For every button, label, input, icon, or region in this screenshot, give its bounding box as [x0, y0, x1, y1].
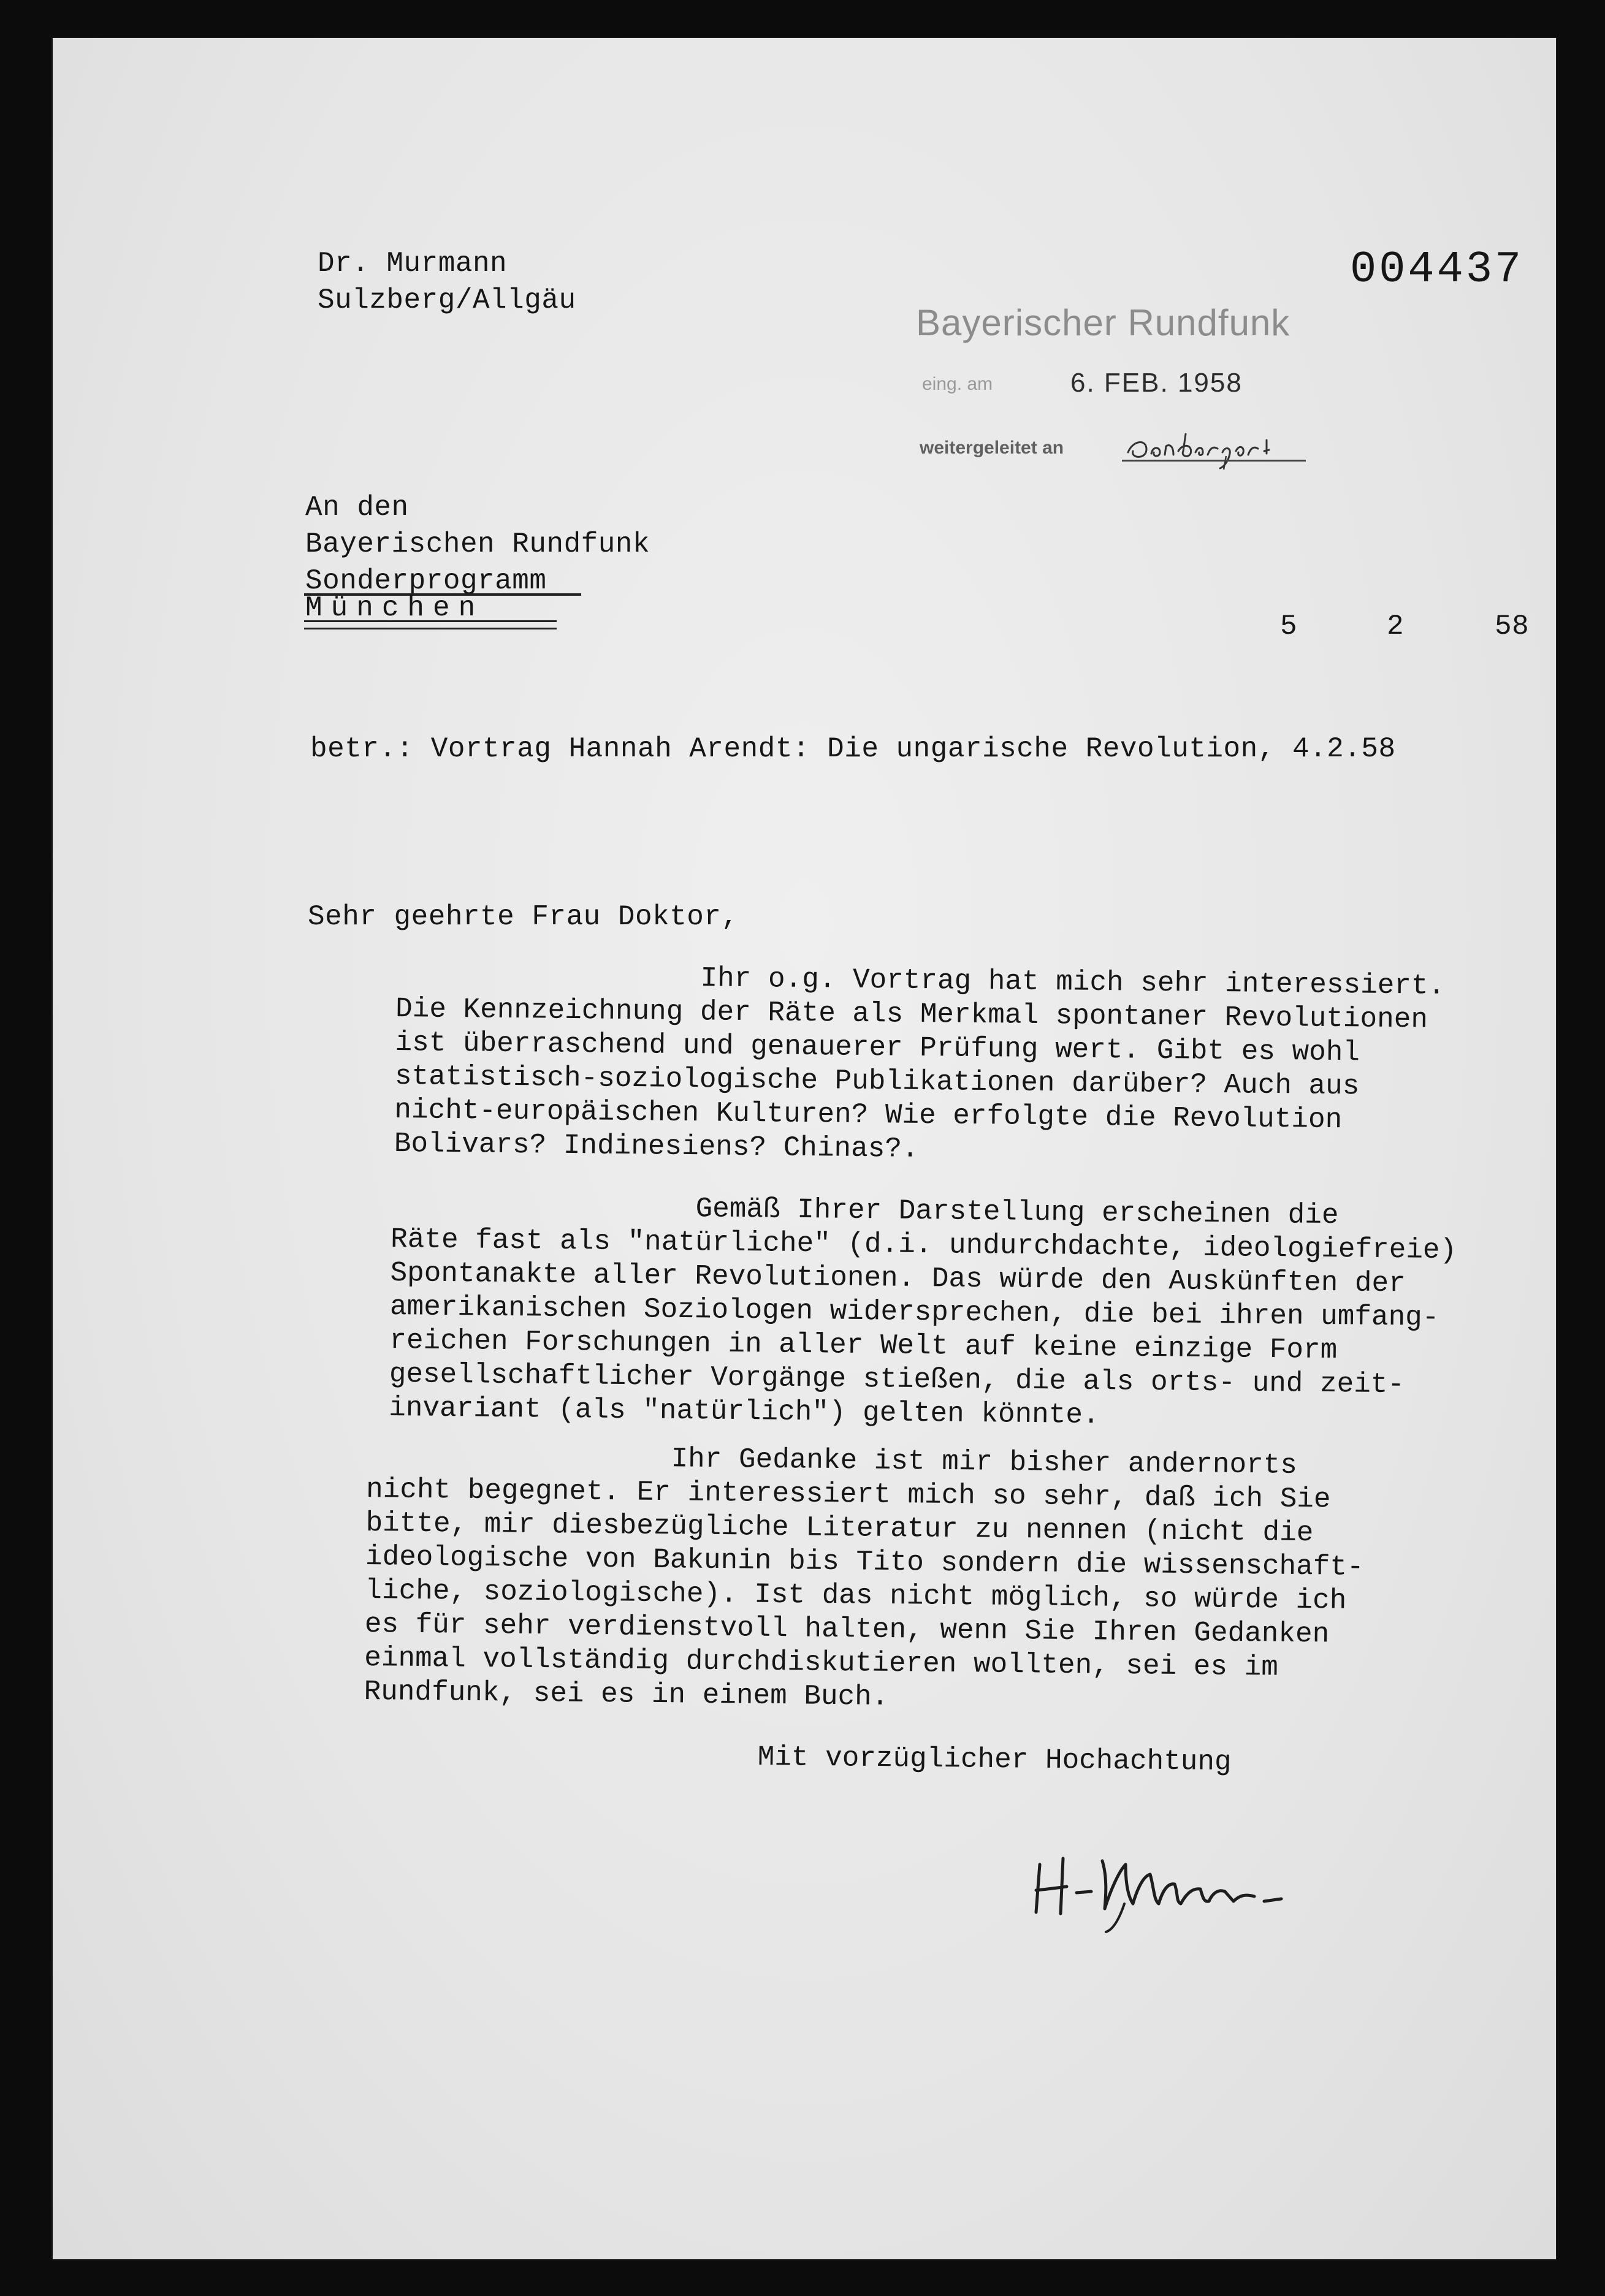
stamp-forwarded-label: weitergeleitet an: [920, 438, 1064, 458]
stamp-received-label: eing. am: [922, 374, 993, 394]
signature: [1027, 1840, 1297, 1938]
recipient-line-1: An den: [305, 492, 409, 523]
recipient-underline: [304, 620, 557, 622]
stamp-title: Bayerischer Rundfunk: [916, 302, 1290, 343]
salutation: Sehr geehrte Frau Doktor,: [308, 901, 739, 933]
document-number: 004437: [1350, 245, 1524, 295]
recipient-underline: [304, 628, 557, 629]
letter-page: [53, 38, 1556, 2259]
subject-line: betr.: Vortrag Hannah Arendt: Die ungarische Revolution, 4.2.58: [310, 733, 1396, 765]
received-stamp: [904, 302, 1345, 467]
recipient-line-4: München: [305, 592, 484, 624]
letter-date-day: 5: [1280, 610, 1298, 642]
stamp-forwarded-handwriting: [1122, 416, 1306, 471]
body-paragraph-3: Ihr Gedanke ist mir bisher andernorts nicht begegnet. Er interessiert mich so sehr, daß ich Sie bitte, mir diesbezügliche Literatur zu nennen (nicht die ideologische von Bakunin bis Tito sondern die wissenschaft- liche, soziologische). Ist das nicht möglich, so würde ich es für sehr verdienstvoll halten, wenn Sie Ihren Gedanken einmal vollständig durchdiskutieren wollten, sei es im Rundfunk, sei es in einem Buch.: [364, 1440, 1364, 1713]
stamp-received-date: 6. FEB. 1958: [1070, 368, 1243, 398]
body-paragraph-2: Gemäß Ihrer Darstellung erscheinen die Räte fast als "natürliche" (d.i. undurchdachte, ideologiefreie) Spontanakte aller Revolutionen. Das würde den Auskünften der amerikanischen Soziologen widersprechen, die bei ihren umfang- reichen Forschungen in aller Welt auf keine einzige Form gesellschaftlicher Vorgänge stießen, die als orts- und zeit- invariant (als "natürlich") gelten könnte.: [388, 1190, 1457, 1432]
sender-place: Sulzberg/Allgäu: [318, 284, 576, 316]
letter-date-year: 58: [1495, 610, 1530, 642]
recipient-line-2: Bayerischen Rundfunk: [305, 528, 650, 560]
stamp-forwarded-line: [1122, 460, 1306, 462]
closing: Mit vorzüglicher Hochachtung: [757, 1741, 1232, 1779]
recipient-line-3: Sonderprogramm: [305, 565, 547, 597]
body-paragraph-1: Ihr o.g. Vortrag hat mich sehr interessiert. Die Kennzeichnung der Räte als Merkmal spontaner Revolutionen ist überraschend und genauerer Prüfung wert. Gibt es wohl statistisch-soziologische Publikationen darüber? Auch aus nicht-europäischen Kulturen? Wie erfolgte die Revolution Bolivars? Indinesiens? Chinas?.: [394, 959, 1446, 1165]
letter-date-month: 2: [1387, 610, 1405, 642]
sender-name: Dr. Murmann: [318, 248, 508, 279]
